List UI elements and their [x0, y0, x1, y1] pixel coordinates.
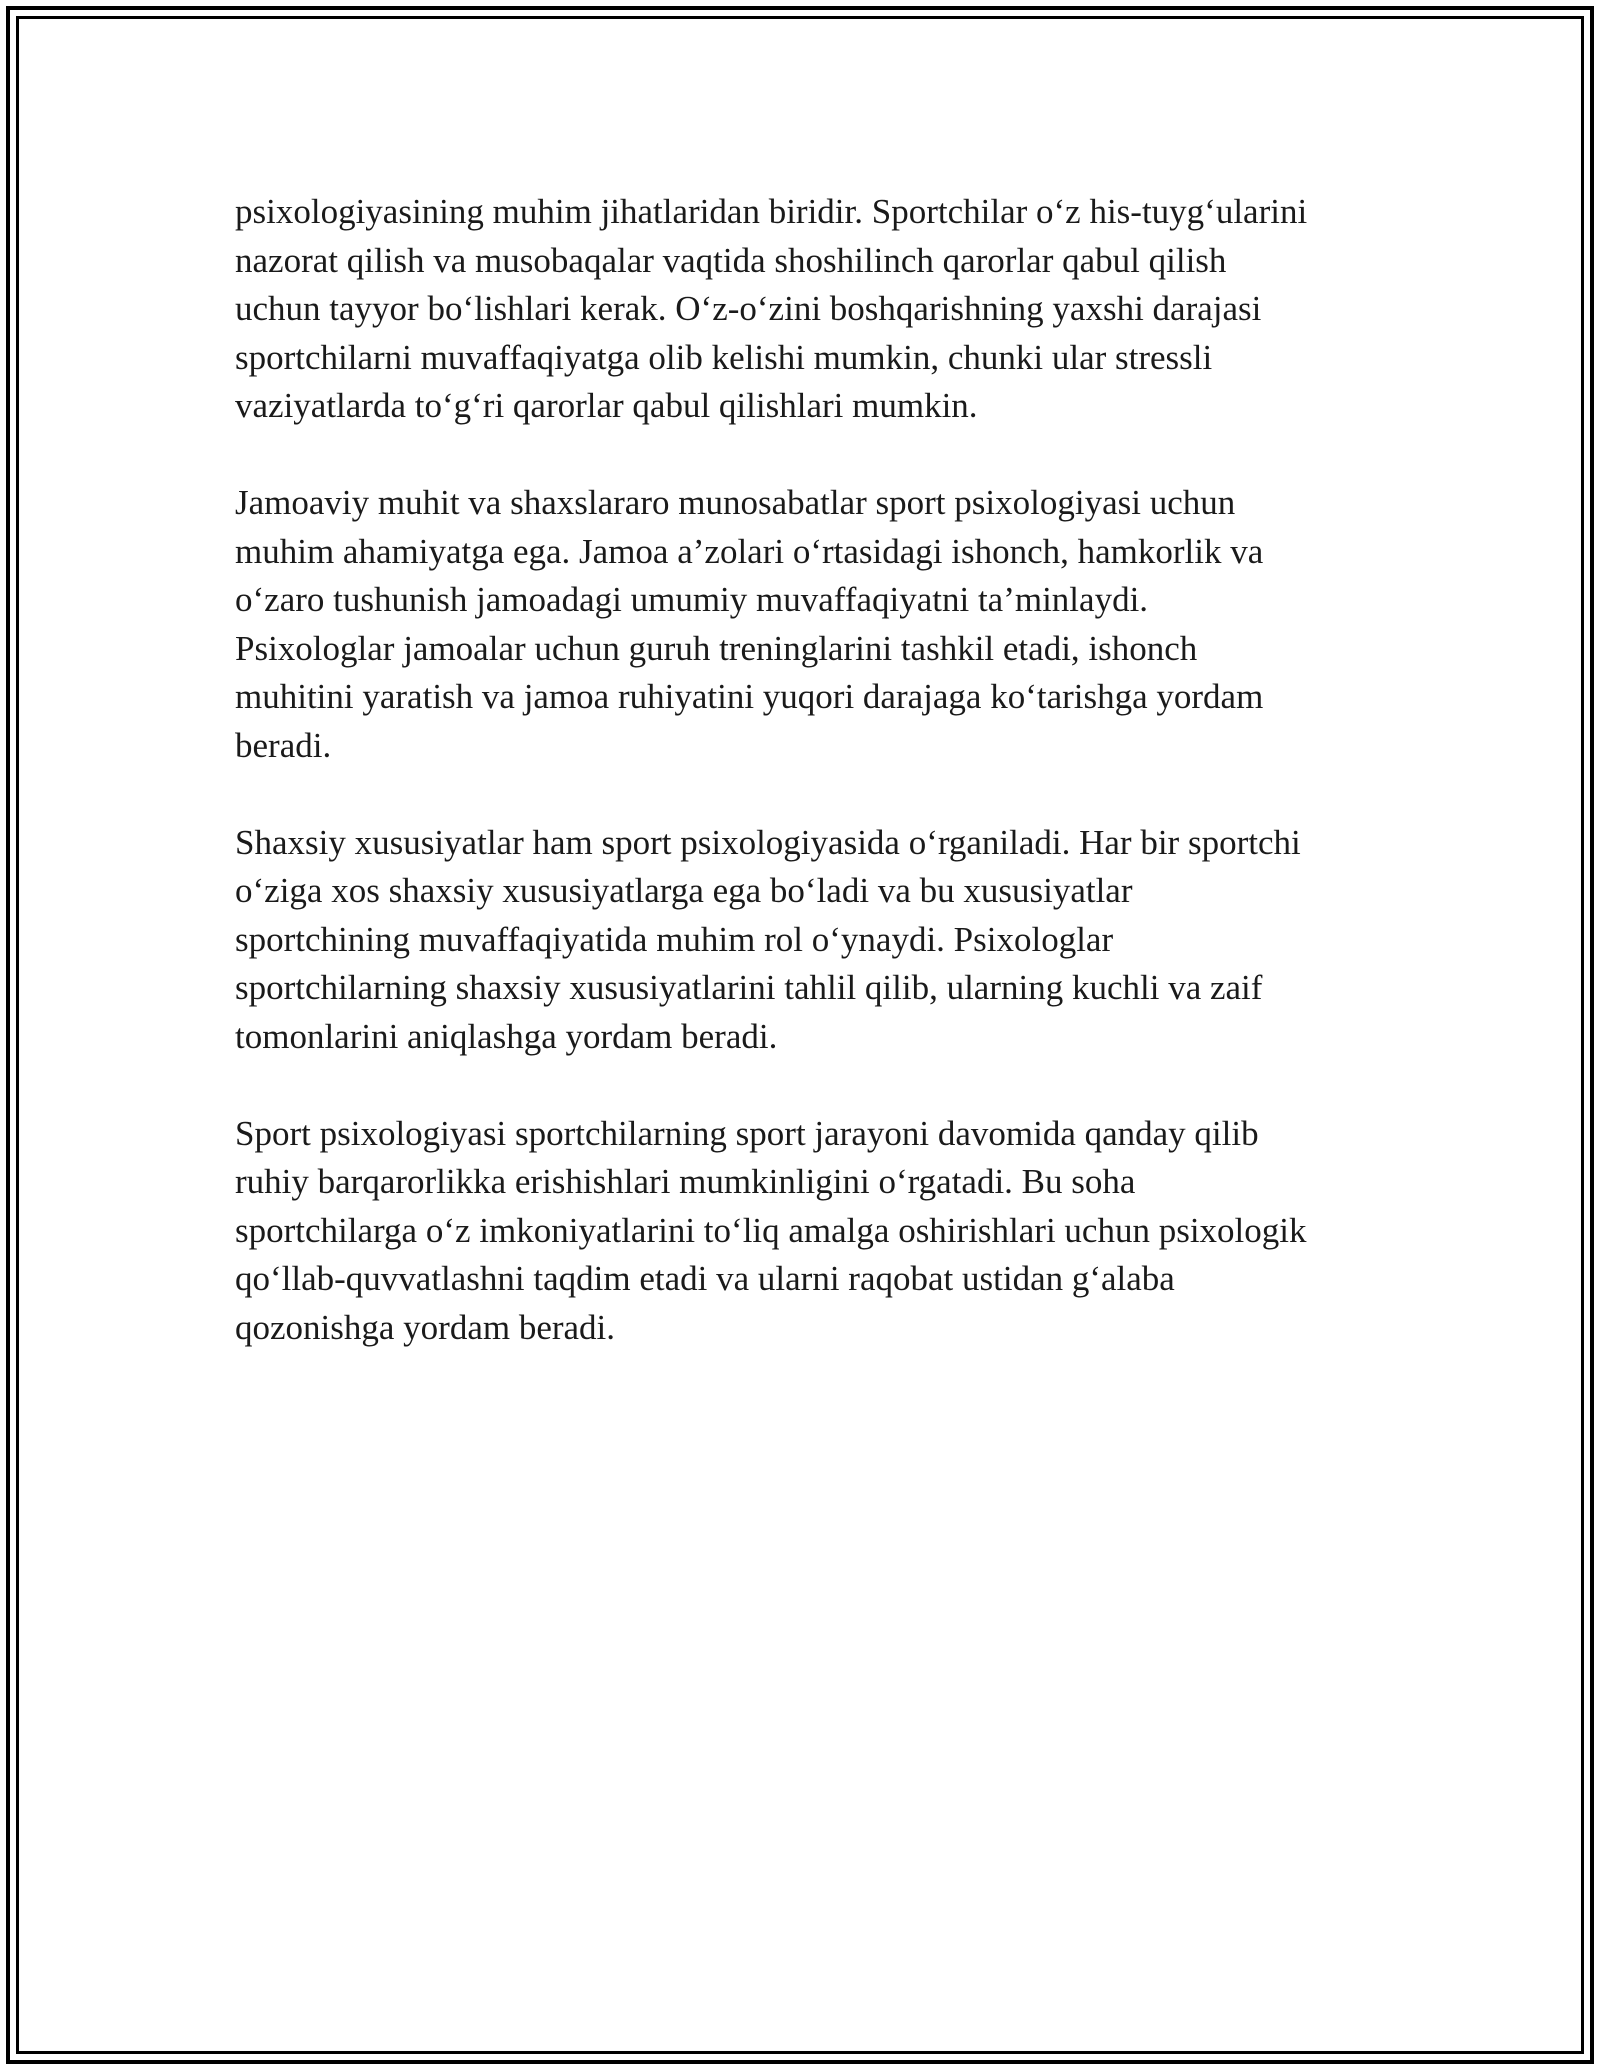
text-line: sportchining muvaffaqiyatida muhim rol o‘ynaydi. Psixologlar: [235, 919, 1114, 959]
text-line: sportchilarning shaxsiy xususiyatlarini tahlil qilib, ularning kuchli va zaif: [235, 968, 1263, 1007]
text-line: Shaxsiy xususiyatlar ham sport psixologiyasida o‘rganiladi. Har bir sportchi: [235, 822, 1301, 862]
text-line: Psixologlar jamoalar uchun guruh treninglarini tashkil etadi, ishonch: [235, 628, 1198, 668]
paragraph-mental-stability: [235, 1110, 1375, 1353]
text-line: tomonlarini aniqlashga yordam beradi.: [235, 1016, 778, 1056]
text-line: qo‘llab-quvvatlashni taqdim etadi va ularni raqobat ustidan g‘alaba: [235, 1259, 1175, 1298]
text-line: sportchilarni muvaffaqiyatga olib kelishi mumkin, chunki ular stressli: [235, 337, 1213, 377]
text-line: qozonishga yordam beradi.: [235, 1307, 616, 1347]
text-line: vaziyatlarda to‘g‘ri qarorlar qabul qilishlari mumkin.: [235, 386, 978, 425]
text-line: nazorat qilish va musobaqalar vaqtida shoshilinch qarorlar qabul qilish: [235, 240, 1227, 280]
text-line: ruhiy barqarorlikka erishishlari mumkinligini o‘rgatadi. Bu soha: [235, 1162, 1136, 1201]
paragraph-self-control: [235, 188, 1375, 431]
text-line: o‘ziga xos shaxsiy xususiyatlarga ega bo‘ladi va bu xususiyatlar: [235, 871, 1133, 910]
text-line: sportchilarga o‘z imkoniyatlarini to‘liq amalga oshirishlari uchun psixologik: [235, 1210, 1307, 1250]
paragraph-team-environment: [235, 479, 1375, 770]
text-line: muhitini yaratish va jamoa ruhiyatini yuqori darajaga ko‘tarishga yordam: [235, 677, 1264, 716]
text-line: Jamoaviy muhit va shaxslararo munosabatlar sport psixologiyasi uchun: [235, 483, 1236, 522]
text-line: o‘zaro tushunish jamoadagi umumiy muvaffaqiyatni ta’minlaydi.: [235, 580, 1149, 619]
text-line: uchun tayyor bo‘lishlari kerak. O‘z-o‘zini boshqarishning yaxshi darajasi: [235, 289, 1262, 328]
document-body: [235, 188, 1375, 1401]
paragraph-personal-traits: [235, 819, 1375, 1062]
text-line: Sport psixologiyasi sportchilarning sport jarayoni davomida qanday qilib: [235, 1113, 1259, 1153]
text-line: psixologiyasining muhim jihatlaridan biridir. Sportchilar o‘z his-tuyg‘ularini: [235, 192, 1308, 231]
text-line: muhim ahamiyatga ega. Jamoa a’zolari o‘rtasidagi ishonch, hamkorlik va: [235, 531, 1264, 571]
text-line: beradi.: [235, 725, 332, 765]
